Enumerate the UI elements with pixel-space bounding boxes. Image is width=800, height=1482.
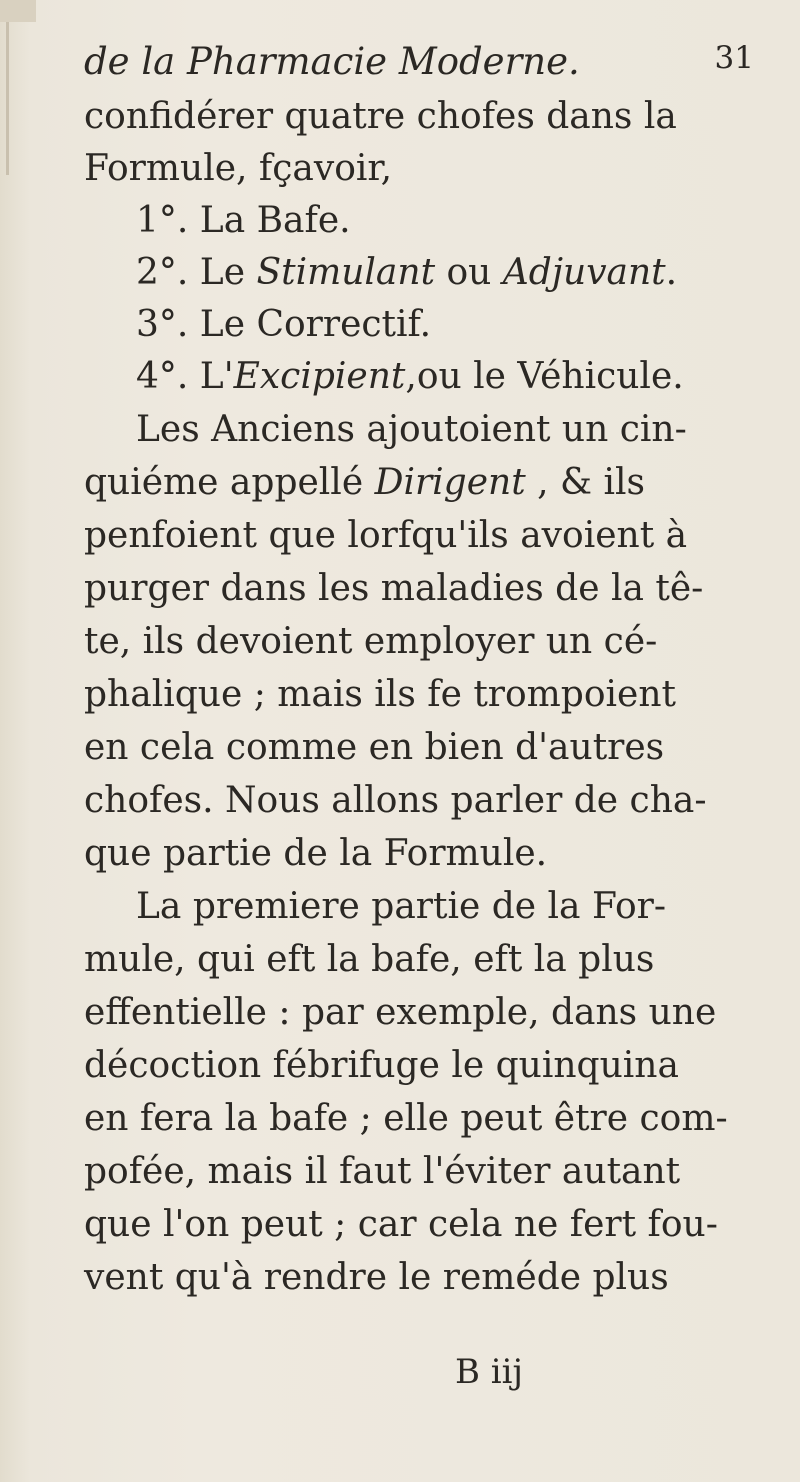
corner-stain: [0, 0, 36, 22]
running-header: [84, 40, 764, 90]
text-line: en fera la bafe ; elle peut être com-: [84, 1098, 728, 1139]
text-line: 3°. Le Correctif.: [136, 304, 432, 345]
text-line: 4°. L'Excipient,ou le Véhicule.: [136, 356, 684, 397]
text-line: vent qu'à rendre le reméde plus: [84, 1257, 669, 1298]
signature-mark: B iij: [455, 1352, 524, 1392]
text-line: décoction fébrifuge le quinquina: [84, 1045, 679, 1086]
text-line: que partie de la Formule.: [84, 833, 548, 874]
page-number: 31: [714, 40, 754, 76]
gutter-shadow: [6, 0, 9, 175]
text-line: 1°. La Bafe.: [136, 200, 351, 241]
text-line: quiéme appellé Dirigent , & ils: [84, 462, 646, 503]
text-line: effentielle : par exemple, dans une: [84, 992, 717, 1033]
text-line: chofes. Nous allons parler de cha-: [84, 780, 707, 821]
text-line: penfoient que lorfqu'ils avoient à: [84, 515, 688, 556]
running-title: de la Pharmacie Moderne.: [84, 40, 580, 83]
text-line: phalique ; mais ils fe trompoient: [84, 674, 676, 715]
text-line: que l'on peut ; car cela ne fert fou-: [84, 1204, 718, 1245]
text-line: en cela comme en bien d'autres: [84, 727, 665, 768]
text-line: Les Anciens ajoutoient un cin-: [136, 409, 687, 450]
text-line: confidérer quatre chofes dans la: [84, 96, 677, 137]
text-line: purger dans les maladies de la tê-: [84, 568, 704, 609]
text-line: te, ils devoient employer un cé-: [84, 621, 658, 662]
text-line: La premiere partie de la For-: [136, 886, 666, 927]
text-line: mule, qui eft la bafe, eft la plus: [84, 939, 655, 980]
text-line: Formule, fçavoir,: [84, 148, 393, 189]
text-line: pofée, mais il faut l'éviter autant: [84, 1151, 681, 1192]
text-line: 2°. Le Stimulant ou Adjuvant.: [136, 252, 678, 293]
